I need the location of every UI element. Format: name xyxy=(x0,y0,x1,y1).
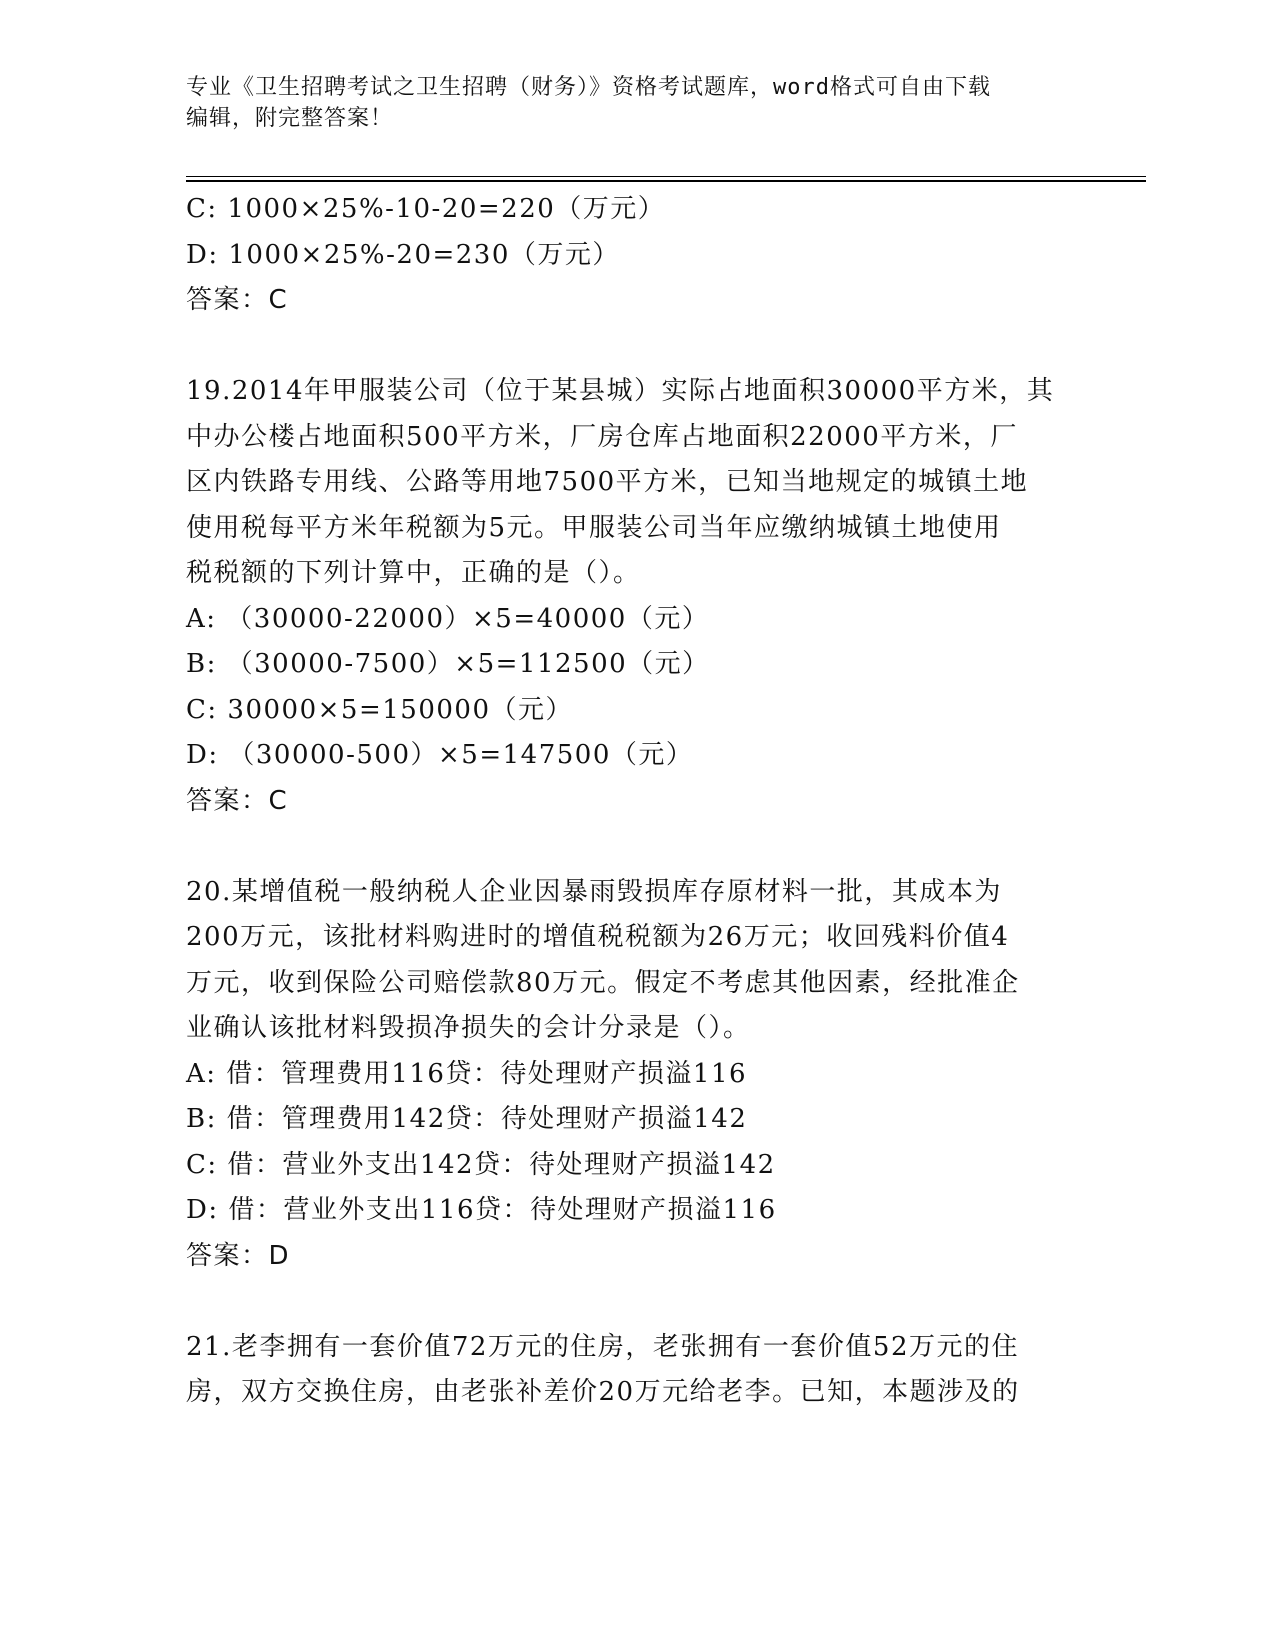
header-rule-thick xyxy=(186,180,1146,182)
answer-line: 答案：C xyxy=(186,285,289,315)
option-c: C: 借：营业外支出142贷：待处理财产损溢142 xyxy=(186,1149,776,1180)
option-d: D: （30000-500）×5=147500（元） xyxy=(186,740,694,770)
answer-line: 答案：C xyxy=(186,785,289,816)
spacer xyxy=(186,324,1086,370)
question-stem-line: 21.老李拥有一套价值72万元的住房，老张拥有一套价值52万元的住 xyxy=(186,1331,1020,1362)
option-c: C: 1000×25%-10-20=220（万元） xyxy=(186,194,666,224)
question-stem-line: 房，双方交换住房，由老张补差价20万元给老李。已知，本题涉及的 xyxy=(186,1377,1020,1407)
header-line-1: 专业《卫生招聘考试之卫生招聘（财务）》资格考试题库，word格式可自由下载 xyxy=(186,75,991,100)
spacer xyxy=(186,1279,1086,1325)
header-line-2: 编辑，附完整答案！ xyxy=(186,106,394,131)
question-20 xyxy=(186,870,1086,1280)
spacer xyxy=(186,824,1086,870)
option-a: A: 借：管理费用116贷：待处理财产损溢116 xyxy=(186,1058,748,1089)
option-c: C: 30000×5=150000（元） xyxy=(186,694,573,725)
option-d: D: 1000×25%-20=230（万元） xyxy=(186,239,620,270)
option-b: B: （30000-7500）×5=112500（元） xyxy=(186,649,710,679)
question-21 xyxy=(186,1325,1086,1416)
question-stem-line: 中办公楼占地面积500平方米，厂房仓库占地面积22000平方米，厂 xyxy=(186,421,1018,452)
question-content xyxy=(186,187,1086,1416)
question-stem-line: 200万元，该批材料购进时的增值税税额为26万元；收回残料价值4 xyxy=(186,922,1010,952)
question-stem-line: 20.某增值税一般纳税人企业因暴雨毁损库存原材料一批，其成本为 xyxy=(186,876,1002,907)
question-19 xyxy=(186,369,1086,824)
question-18-tail xyxy=(186,187,1086,324)
question-stem-line: 业确认该批材料毁损净损失的会计分录是（）。 xyxy=(186,1013,751,1043)
option-a: A: （30000-22000）×5=40000（元） xyxy=(186,603,710,634)
page-header xyxy=(186,72,1086,134)
question-stem-line: 19.2014年甲服装公司（位于某县城）实际占地面积30000平方米，其 xyxy=(186,376,1055,406)
question-stem-line: 使用税每平方米年税额为5元。甲服装公司当年应缴纳城镇土地使用 xyxy=(186,512,1002,543)
header-rule-thin xyxy=(186,176,1146,177)
question-stem-line: 税税额的下列计算中，正确的是（）。 xyxy=(186,558,641,588)
question-stem-line: 区内铁路专用线、公路等用地7500平方米，已知当地规定的城镇土地 xyxy=(186,467,1029,497)
option-d: D: 借：营业外支出116贷：待处理财产损溢116 xyxy=(186,1195,777,1225)
option-b: B: 借：管理费用142贷：待处理财产损溢142 xyxy=(186,1104,748,1134)
question-stem-line: 万元，收到保险公司赔偿款80万元。假定不考虑其他因素，经批准企 xyxy=(186,967,1020,998)
answer-line: 答案：D xyxy=(186,1240,291,1271)
